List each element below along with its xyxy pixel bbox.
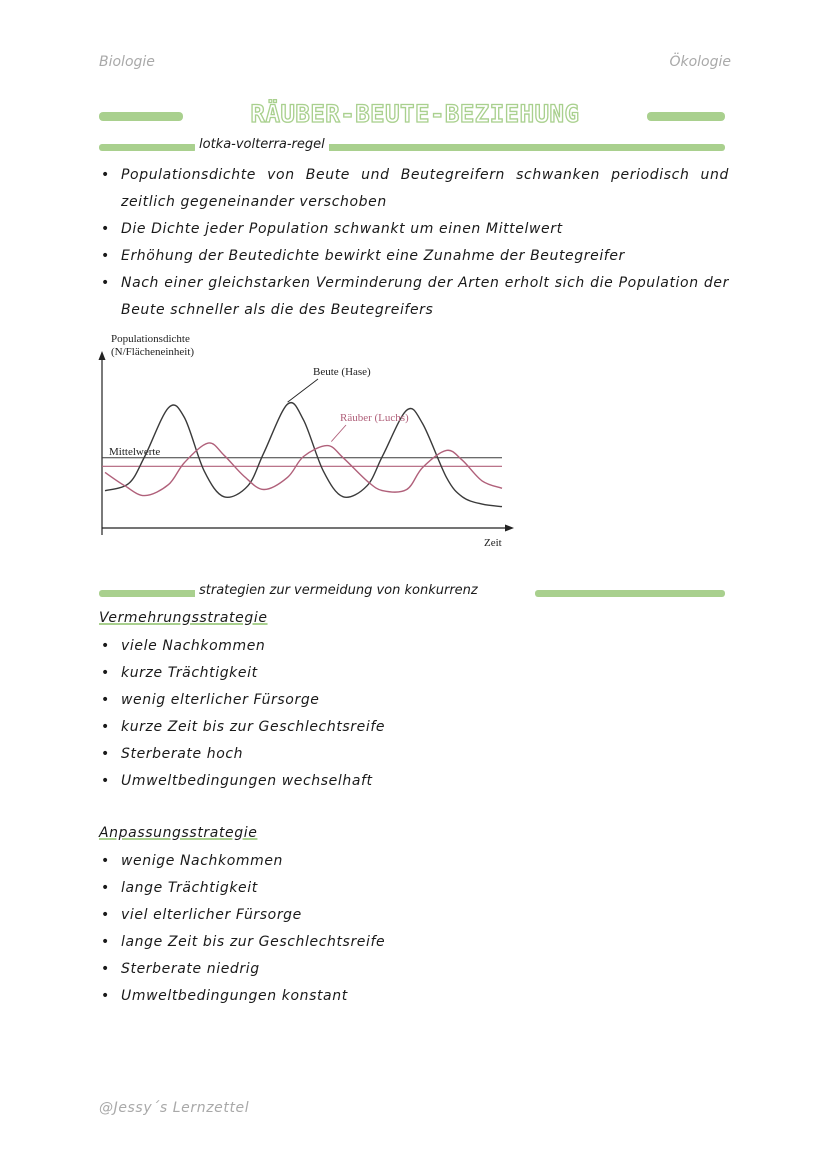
section2-title: strategien zur vermeidung von konkurrenz	[195, 583, 482, 598]
title-bar-left	[99, 112, 183, 121]
section2-bar-left	[99, 590, 199, 597]
mean-label: Mittelwerte	[109, 445, 161, 458]
page-title: RÄUBER-BEUTE-BEZIEHUNG	[250, 100, 580, 128]
list-item: • Umweltbedingungen wechselhaft	[101, 768, 701, 795]
list-item: • lange Zeit bis zur Geschlechtsreife	[101, 929, 701, 956]
title-banner	[99, 101, 725, 133]
strategy2-list	[101, 848, 701, 1010]
list-item: • viele Nachkommen	[101, 633, 701, 660]
predator-series-label: Räuber (Luchs)	[340, 412, 409, 424]
list-item: • Umweltbedingungen konstant	[101, 983, 701, 1010]
series-line-prey	[105, 403, 502, 507]
list-item: • wenig elterlicher Fürsorge	[101, 687, 701, 714]
intro-list	[101, 162, 729, 324]
intro-bullet: • Populationsdichte von Beute und Beutegreifern schwanken periodisch und zeitlich gegeneinander verschoben	[101, 162, 729, 216]
prey-label-leader	[288, 379, 318, 402]
footer-credit: @Jessy´s Lernzettel	[99, 1100, 250, 1116]
y-axis-label: Populationsdichte (N/Flächeneinheit)	[111, 333, 195, 358]
list-item: • Sterberate niedrig	[101, 956, 701, 983]
intro-bullet: • Erhöhung der Beutedichte bewirkt eine Zunahme der Beutegreifer	[101, 243, 729, 270]
intro-bullet: • Nach einer gleichstarken Verminderung der Arten erholt sich die Population der Beute schneller als die des Beutegreifers	[101, 270, 729, 324]
x-axis-label: Zeit	[484, 537, 502, 549]
strategy1-title: Vermehrungsstrategie	[99, 610, 268, 626]
intro-bullet: • Die Dichte jeder Population schwankt um einen Mittelwert	[101, 216, 729, 243]
predator-label-leader	[331, 425, 346, 442]
prey-series-label: Beute (Hase)	[313, 366, 371, 378]
strategy2-title: Anpassungsstrategie	[99, 825, 258, 841]
section2-banner	[99, 584, 725, 602]
title-bar-right	[647, 112, 725, 121]
list-item: • wenige Nachkommen	[101, 848, 701, 875]
subtitle-banner	[99, 138, 725, 156]
subtitle-bar-left	[99, 144, 197, 151]
list-item: • viel elterlicher Fürsorge	[101, 902, 701, 929]
list-item: • Sterberate hoch	[101, 741, 701, 768]
list-item: • lange Trächtigkeit	[101, 875, 701, 902]
list-item: • kurze Zeit bis zur Geschlechtsreife	[101, 714, 701, 741]
list-item: • kurze Trächtigkeit	[101, 660, 701, 687]
subtitle: lotka-volterra-regel	[195, 137, 329, 152]
topic-label: Ökologie	[669, 54, 731, 70]
strategy1-list	[101, 633, 701, 795]
y-axis-arrow	[99, 351, 106, 360]
x-axis-arrow	[505, 525, 514, 532]
section2-bar-right	[535, 590, 725, 597]
subject-label: Biologie	[99, 54, 155, 70]
predator-prey-chart	[97, 327, 517, 553]
